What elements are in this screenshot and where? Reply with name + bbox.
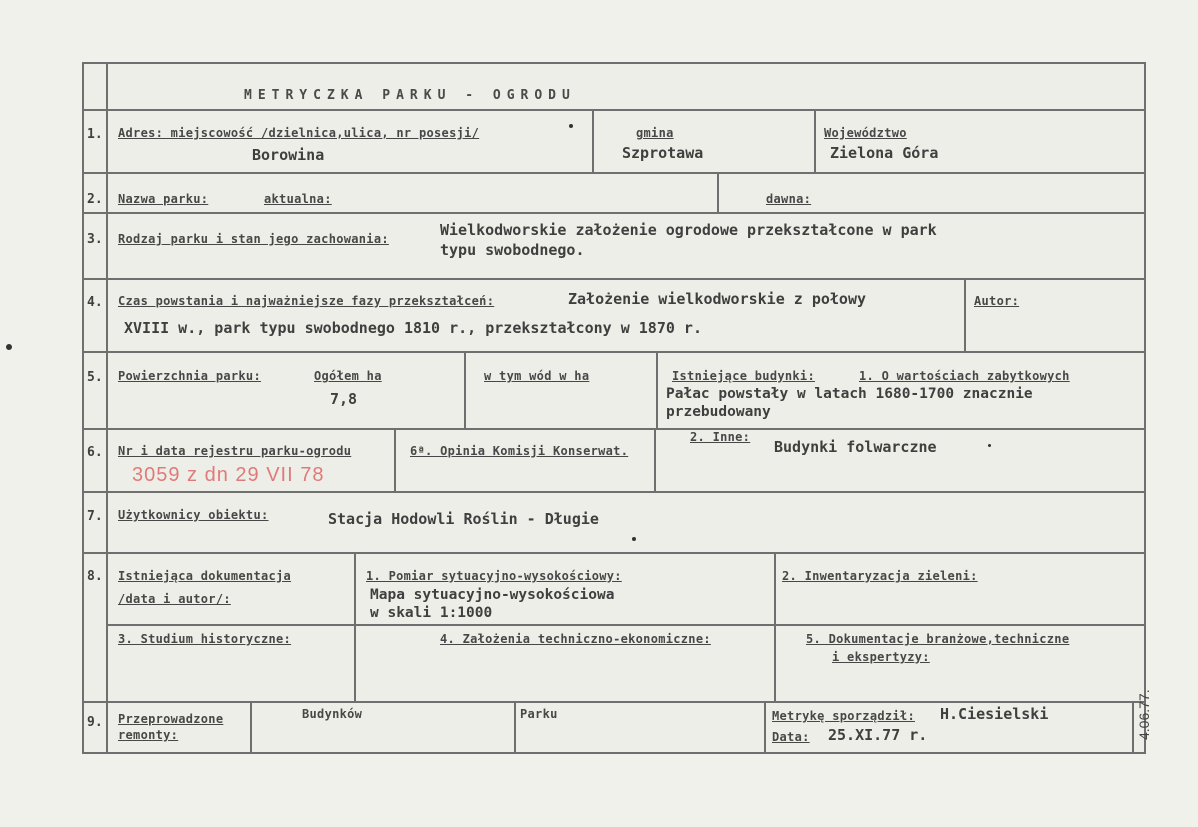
divider [656,351,658,428]
divider [84,172,1144,174]
zalozenia-label: 4. Założenia techniczno-ekonomiczne: [440,632,711,646]
divider [84,351,1144,353]
metryczka-card [82,62,1146,754]
data-value: 25.XI.77 r. [828,726,928,744]
divider [764,701,766,752]
row-number: 9. [87,715,103,730]
divider [84,212,1144,214]
budynki-sub-label: 1. O wartościach zabytkowych [859,369,1070,383]
nazwa-label: Nazwa parku: [118,192,209,206]
ink-speck [569,124,573,128]
aktualna-label: aktualna: [264,192,332,206]
budynki-label: Istniejące budynki: [672,369,815,383]
powierzchnia-label: Powierzchnia parku: [118,369,261,383]
wod-label: w tym wód w ha [484,369,590,383]
divider [717,172,719,212]
row-number: 4. [87,295,103,310]
sporzadzil-label: Metrykę sporządził: [772,709,915,723]
uzytkownicy-label: Użytkownicy obiektu: [118,508,269,522]
number-column [84,64,108,752]
divider [774,552,776,701]
margin-speck [6,344,12,350]
row-number: 7. [87,509,103,524]
opinia-label: 6ª. Opinia Komisji Konserwat. [410,444,629,458]
divider [106,624,1144,626]
inne-value: Budynki folwarczne [774,438,937,456]
budynki-value-line1: Pałac powstały w latach 1680-1700 znacznie [666,386,1033,402]
dokumentacja-label-line2: /data i autor/: [118,592,231,606]
row-number: 3. [87,232,103,247]
czas-label: Czas powstania i najważniejsze fazy przekształceń: [118,294,495,308]
divider [84,278,1144,280]
ogolem-value: 7,8 [330,390,358,408]
gmina-label: gmina [636,126,674,140]
gmina-value: Szprotawa [622,144,704,162]
sporzadzil-value: H.Ciesielski [940,705,1049,723]
row-number: 2. [87,192,103,207]
row-number: 6. [87,445,103,460]
divider [84,701,1144,703]
data-label: Data: [772,730,810,744]
remonty-label-line2: remonty: [118,728,179,742]
divider [592,109,594,172]
budynki-value-line2: przebudowany [666,404,771,420]
uzytkownicy-value: Stacja Hodowli Roślin - Długie [328,510,599,528]
studium-label: 3. Studium historyczne: [118,632,292,646]
pomiar-value-line2: w skali 1:1000 [370,605,493,621]
pomiar-value-line1: Mapa sytuacyjno-wysokościowa [370,587,615,603]
rodzaj-value-line1: Wielkodworskie założenie ogrodowe przekształcone w park [440,221,937,239]
divider [84,428,1144,430]
divider [394,428,396,491]
dokumentacje-label-line1: 5. Dokumentacje branżowe,techniczne [806,632,1070,646]
rodzaj-label: Rodzaj parku i stan jego zachowania: [118,232,389,246]
dokumentacje-label-line2: i ekspertyzy: [832,650,930,664]
czas-value-line1: Założenie wielkodworskie z połowy [568,290,867,308]
divider [84,109,1144,111]
czas-value-line2: XVIII w., park typu swobodnego 1810 r., przekształcony w 1870 r. [124,319,702,337]
inwentaryzacja-label: 2. Inwentaryzacja zieleni: [782,569,978,583]
dawna-label: dawna: [766,192,812,206]
wojewodztwo-label: Województwo [824,126,907,140]
ogolem-label: Ogółem ha [314,369,382,383]
remonty-label-line1: Przeprowadzone [118,712,224,726]
margin-handwritten-note: 4.06.77. [1136,689,1152,740]
divider [464,351,466,428]
divider [84,552,1144,554]
row-number: 5. [87,370,103,385]
row-number: 1. [87,127,103,142]
address-value: Borowina [252,146,325,164]
address-label: Adres: miejscowość /dzielnica,ulica, nr posesji/ [118,126,480,140]
ink-speck [632,537,636,541]
rodzaj-value-line2: typu swobodnego. [440,241,585,259]
divider [84,491,1144,493]
divider [354,552,356,701]
wojewodztwo-value: Zielona Góra [830,144,939,162]
autor-label: Autor: [974,294,1020,308]
divider [814,109,816,172]
divider [1132,701,1134,752]
parku-label: Parku [520,707,558,721]
divider [514,701,516,752]
pomiar-label: 1. Pomiar sytuacyjno-wysokościowy: [366,569,622,583]
divider [250,701,252,752]
inne-label: 2. Inne: [690,430,751,444]
rejestr-label: Nr i data rejestru parku-ogrodu [118,444,352,458]
budynkow-label: Budynków [302,707,363,721]
divider [964,278,966,351]
form-title: METRYCZKA PARKU - OGRODU [244,88,576,103]
divider [654,428,656,491]
dokumentacja-label-line1: Istniejąca dokumentacja [118,569,292,583]
rejestr-red-value: 3059 z dn 29 VII 78 [132,464,325,486]
ink-speck [988,444,991,447]
row-number: 8. [87,569,103,584]
